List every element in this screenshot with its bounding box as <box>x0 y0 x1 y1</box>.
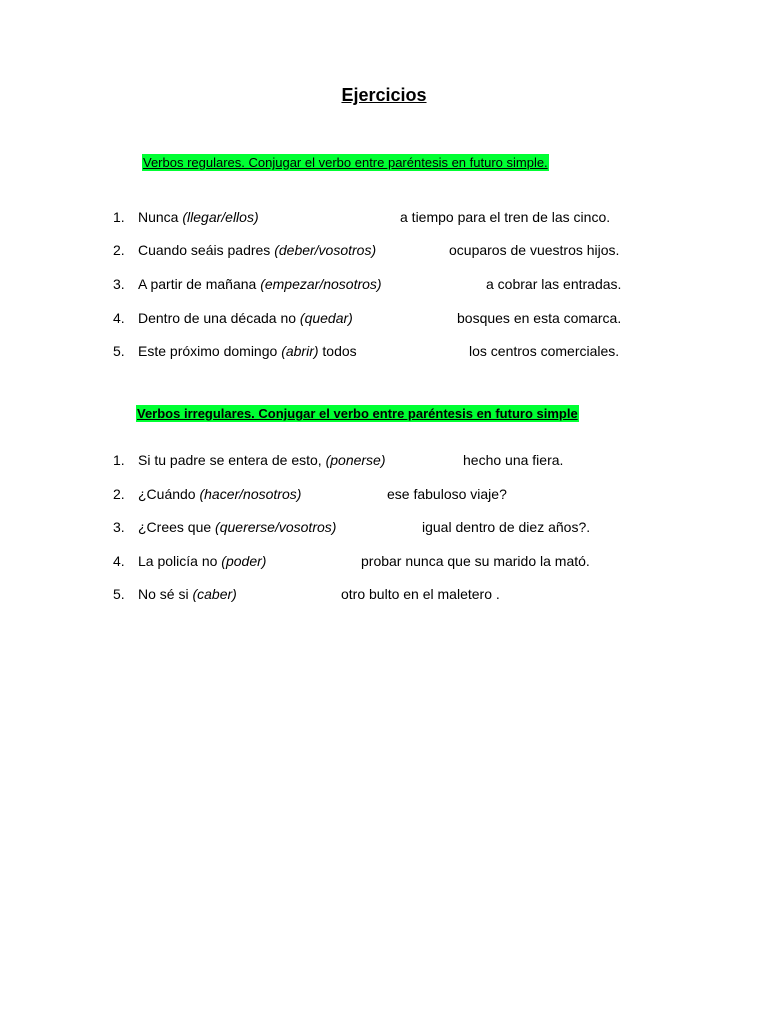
verb-hint: (llegar/ellos) <box>182 209 259 225</box>
sentence-ending: igual dentro de diez años?. <box>422 519 591 535</box>
section-heading-regular: Verbos regulares. Conjugar el verbo entre paréntesis en futuro simple. <box>143 155 548 170</box>
prompt-text: No sé si <box>138 586 189 602</box>
item-prompt <box>138 240 376 260</box>
item-prompt <box>138 517 336 537</box>
page-title: Ejercicios <box>341 85 427 105</box>
sentence-ending: a tiempo para el tren de las cinco. <box>400 209 611 225</box>
exercise-item <box>0 274 768 294</box>
sentence-ending: ocuparos de vuestros hijos. <box>449 242 620 258</box>
item-number: 1. <box>113 209 125 225</box>
item-prompt <box>138 584 237 604</box>
item-number: 4. <box>113 553 125 569</box>
prompt-text: ¿Crees que <box>138 519 212 535</box>
prompt-suffix: todos <box>322 343 357 359</box>
exercise-item <box>0 308 768 328</box>
exercise-item <box>0 240 768 260</box>
item-number: 2. <box>113 242 125 258</box>
verb-hint: (caber) <box>192 586 237 602</box>
sentence-ending: otro bulto en el maletero . <box>341 586 500 602</box>
verb-hint: (ponerse) <box>325 452 386 468</box>
sentence-ending: bosques en esta comarca. <box>457 310 622 326</box>
verb-hint: (empezar/nosotros) <box>260 276 382 292</box>
exercise-item <box>0 450 768 470</box>
section-heading-irregular: Verbos irregulares. Conjugar el verbo entre paréntesis en futuro simple <box>137 406 578 421</box>
sentence-ending: a cobrar las entradas. <box>486 276 622 292</box>
verb-hint: (poder) <box>221 553 267 569</box>
prompt-text: La policía no <box>138 553 218 569</box>
exercise-item <box>0 551 768 571</box>
item-prompt <box>138 341 357 361</box>
item-number: 1. <box>113 452 125 468</box>
item-prompt <box>138 274 382 294</box>
prompt-text: Si tu padre se entera de esto, <box>138 452 322 468</box>
item-number: 3. <box>113 519 125 535</box>
verb-hint: (hacer/nosotros) <box>199 486 302 502</box>
sentence-ending: probar nunca que su marido la mató. <box>361 553 590 569</box>
prompt-text: Cuando seáis padres <box>138 242 271 258</box>
verb-hint: (abrir) <box>281 343 319 359</box>
verb-hint: (quedar) <box>299 310 353 326</box>
prompt-text: Dentro de una década no <box>138 310 297 326</box>
exercise-item <box>0 484 768 504</box>
exercise-item <box>0 517 768 537</box>
item-prompt <box>138 450 386 470</box>
prompt-text: Este próximo domingo <box>138 343 278 359</box>
exercise-item <box>0 584 768 604</box>
prompt-text: Nunca <box>138 209 179 225</box>
sentence-ending: hecho una fiera. <box>463 452 564 468</box>
verb-hint: (deber/vosotros) <box>274 242 377 258</box>
item-number: 5. <box>113 343 125 359</box>
prompt-text: ¿Cuándo <box>138 486 196 502</box>
sentence-ending: ese fabuloso viaje? <box>387 486 507 502</box>
prompt-text: A partir de mañana <box>138 276 257 292</box>
item-prompt <box>138 484 301 504</box>
item-prompt <box>138 207 259 227</box>
item-prompt <box>138 308 353 328</box>
item-number: 2. <box>113 486 125 502</box>
item-prompt <box>138 551 266 571</box>
item-number: 4. <box>113 310 125 326</box>
sentence-ending: los centros comerciales. <box>469 343 620 359</box>
item-number: 3. <box>113 276 125 292</box>
verb-hint: (quererse/vosotros) <box>215 519 337 535</box>
item-number: 5. <box>113 586 125 602</box>
exercise-item <box>0 207 768 227</box>
exercise-item <box>0 341 768 361</box>
